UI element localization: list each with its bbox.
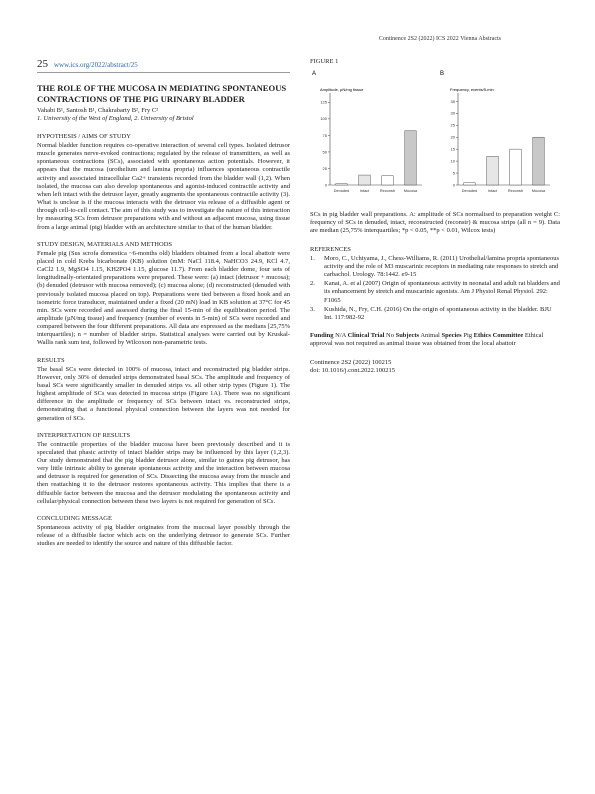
panel-a-bar-intact bbox=[359, 175, 371, 185]
panel-a-y-tick-label: 50 bbox=[322, 149, 327, 155]
panel-a-x-tick-label: Mucosa bbox=[403, 189, 418, 193]
species-label: Species bbox=[441, 332, 462, 340]
panel-b-label: B bbox=[440, 71, 445, 77]
panel-b-x-tick-label: Mucosa bbox=[531, 189, 546, 193]
section-heading: INTERPRETATION OF RESULTS bbox=[37, 431, 131, 439]
panel-b-x-tick-label: Denuded bbox=[461, 189, 478, 193]
section-text: The contractile properties of the bladder mucosa have been previously described and it is speculated that phasic activity of intact bladder strips may be influenced by this layer (1,2,3). Our study demonstrated that the pig bladder detrusor alone, similar to guinea pig detrusor, has very little intrinsic ability to generate spontaneous activity and the interaction between mucosa and detrusor is required for generation of SCs. Dissecting the mucosa away from the muscle and then reattaching it to the detrusor restores spontaneous activity. This implies that there is a diffusible factor between the mucosa and the detrusor modulating the spontaneous activity and cellular/physical connection between these two layers is not required for generation of SCs. bbox=[37, 440, 290, 505]
abstract-url-link[interactable]: www.ics.org/2022/abstract/25 bbox=[54, 61, 138, 69]
panel-b-ylabel: Frequency, events/5-min bbox=[450, 87, 494, 92]
section-text: The basal SCs were detected in 100% of mucosa, intact and reconstructed pig bladder strips. However, only 30% of denuded strips demonstrated basal SCs. The amplitude and frequency of basal SCs were significantly smaller in denuded strips vs. all other strip types (Figure 1). The highest amplitude of SCs was detected in mucosa strips (Figure 1A). There was no significant difference in the amplitude or frequency of SCs between intact vs. reconstructed strips, demonstrating that a functional physical connection between the layers was not needed for generation of SCs. bbox=[37, 365, 290, 422]
panel-b-bar-reconstr bbox=[510, 149, 522, 185]
panel-a-y-tick-label: 125 bbox=[320, 99, 327, 105]
panel-b-x-tick-label: Reconstr bbox=[507, 189, 524, 193]
panel-b-y-tick-label: 30 bbox=[450, 110, 455, 116]
reference-text: Kanai, A. et al (2007) Origin of spontaneous activity in neonatal and adult rat bladders and its enhancement by stretch and muscarinic agonists. Am J Physiol Renal Physiol. 292: F1065 bbox=[324, 280, 560, 304]
panel-a-x-tick-label: Reconstr bbox=[379, 189, 396, 193]
reference-item bbox=[310, 306, 560, 322]
section-heading: CONCLUDING MESSAGE bbox=[37, 514, 112, 522]
journal-header: Continence 2S2 (2022) ICS 2022 Vienna Abstracts bbox=[378, 36, 501, 42]
section-conclusion bbox=[37, 515, 290, 548]
subjects-value: Animal bbox=[420, 332, 440, 340]
funding-value: N/A bbox=[335, 332, 346, 340]
clinical-trial-value: No bbox=[386, 332, 394, 340]
subjects-label: Subjects bbox=[395, 332, 420, 340]
figure-caption: SCs in pig bladder wall preparations. A: amplitude of SCs normalised to preparation weight C: frequency of SCs in denuded, intact, reconstructed (reconstr) & mucosa strips (all n = 9). Data are median (25,75% interquartiles; *p < 0.05, **p < 0.01, Wilcox tests) bbox=[310, 211, 560, 235]
panel-b-y-tick-label: 35 bbox=[450, 98, 455, 104]
reference-list bbox=[310, 255, 560, 323]
figure-label: FIGURE 1 bbox=[310, 58, 339, 65]
section-methods bbox=[37, 241, 290, 348]
section-heading: RESULTS bbox=[37, 356, 65, 364]
panel-b-y-tick-label: 10 bbox=[450, 158, 455, 164]
section-results bbox=[37, 357, 290, 423]
citation-line: Continence 2S2 (2022) 100215 bbox=[310, 358, 392, 366]
reference-number: 3. bbox=[310, 305, 315, 313]
reference-text: Kushida, N., Fry, C.H. (2016) On the origin of spontaneous activity in the bladder. BJU Int. 117:982-92 bbox=[324, 305, 552, 322]
panel-b-x-tick-label: Intact bbox=[487, 189, 498, 193]
abstract-number: 25 bbox=[37, 58, 48, 70]
affiliations: 1. University of the West of England, 2. University of Bristol bbox=[37, 115, 194, 122]
section-heading: STUDY DESIGN, MATERIALS AND METHODS bbox=[37, 240, 172, 248]
panel-b-bar-mucosa bbox=[533, 137, 545, 185]
abstract-header bbox=[37, 58, 290, 73]
panel-a bbox=[312, 71, 422, 193]
abstract-title: THE ROLE OF THE MUCOSA IN MEDIATING SPONTANEOUS CONTRACTIONS OF THE PIG URINARY BLADDER bbox=[37, 83, 287, 104]
section-text: Female pig (Sus scrofa domestica ~6-months old) bladders obtained from a local abattoir were placed in cold Krebs bicarbonate (KB) solution (mM: NaCl 118.4, NaHCO3 24.9, KCl 4.7, CaCl2 1.9, MgSO4 1.15, KH2PO4 1.15, glucose 11.7). From each bladder dome, four sets of longitudinally-orientated preparations were prepared. These were: (a) intact (detrusor + mucosa); (b) denuded (detrusor with mucosa removed); (c) mucosa alone; (d) reconstructed (denuded with previously isolated mucosa placed on top). Preparations were tied between a fixed hook and an isometric force transducer, maintained under a fixed (20 mN) load in KB solution at 37°C for 45 min. SCs were recorded and assessed during the final 15-min of the equilibration period. The amplitude (µN/mg tissue) and frequency (number of events in 5-min) of SCs were recorded and compared between the four different preparations. All data are expressed as the medians [25,75% interquartiles); n = number of bladder strips. Statistical analyses were carried out by Kruskal-Wallis rank sum test, followed by Wilcoxon non-parametric tests. bbox=[37, 249, 290, 347]
reference-number: 2. bbox=[310, 280, 315, 288]
figure-1-charts bbox=[310, 67, 560, 207]
left-column bbox=[37, 58, 290, 557]
panel-a-x-tick-label: Denuded bbox=[333, 189, 350, 193]
panel-a-bar-reconstr bbox=[382, 176, 394, 185]
funding-label: Funding bbox=[310, 332, 334, 340]
panel-b-bar-intact bbox=[487, 156, 499, 185]
clinical-trial-label: Clinical Trial bbox=[347, 332, 385, 340]
ethics-value: Ethical approval was not required as animal tissue was obtained from the local abattoir bbox=[310, 332, 544, 348]
funding-block bbox=[310, 332, 560, 348]
ethics-label: Ethics Committee bbox=[473, 332, 524, 340]
section-text: Normal bladder function requires co-operative interaction of several cell types. Isolated detrusor muscle generates nerve-evoked contractions; regulated by the release of transmitters, as well as spontaneous contractions (SCs), associated with spontaneous action potentials. However, it appears that the mucosa (urothelium and lamina propria) influences spontaneous contractile activity and associated intracellular Ca2+ transients recorded from the bladder wall (1,2). When isolated, the mucosa can also develop spontaneous and agonist-induced contractile activity and when left intact with the detrusor layer, greatly augments the spontaneous contractile activity (3). What is unclear is if the mucosa interacts with the detrusor via release of a diffusible agent or through cell-to-cell contact. The aim of this study was to investigate the nature of this interaction by measuring SCs from detrusor preparations with and without an adjacent mucosa, using tissue from a large animal (pig) bladder with an architecture similar to that of the human bladder. bbox=[37, 142, 290, 231]
panel-a-ylabel: Amplitude, µN/mg tissue bbox=[320, 87, 364, 92]
panel-a-y-tick-label: 75 bbox=[322, 132, 327, 138]
panel-b-y-tick-label: 15 bbox=[450, 146, 455, 152]
section-hypothesis bbox=[37, 133, 290, 232]
citation bbox=[310, 359, 560, 375]
panel-b-y-tick-label: 5 bbox=[452, 170, 455, 176]
reference-item bbox=[310, 255, 560, 280]
panel-a-bar-denuded bbox=[336, 184, 348, 185]
section-heading: HYPOTHESIS / AIMS OF STUDY bbox=[37, 133, 131, 140]
species-value: Pig bbox=[463, 332, 472, 340]
reference-item bbox=[310, 280, 560, 305]
author-list: Vahabi B¹, Santosh B¹, Chakrabarty B², Fry C² bbox=[37, 107, 159, 114]
references-heading: REFERENCES bbox=[310, 245, 351, 253]
panel-a-label: A bbox=[312, 71, 317, 77]
doi-line: doi: 10.1016/j.cont.2022.100215 bbox=[310, 366, 396, 374]
panel-b-bar-denuded bbox=[464, 183, 476, 185]
figure-1 bbox=[310, 67, 560, 207]
panel-b-y-tick-label: 0 bbox=[452, 182, 455, 188]
section-text: Spontaneous activity of pig bladder originates from the mucosal layer possibly through the release of a diffusible factor which acts on the underlying detrusor to generate SCs. Further studies are needed to identify the source and nature of this diffusible factor. bbox=[37, 523, 290, 548]
reference-text: Moro, C., Uchiyama, J., Chess-Williams, R. (2011) Urothelial/lamina propria spontaneous activity and the role of M3 muscarinic receptors in mediating rate responses to stretch and carbachol. Urology. 78:1442. e9-15 bbox=[324, 254, 560, 279]
panel-a-y-tick-label: 25 bbox=[322, 165, 327, 171]
panel-b bbox=[440, 71, 550, 193]
panel-a-x-tick-label: Intact bbox=[359, 189, 370, 193]
panel-b-y-tick-label: 20 bbox=[450, 134, 455, 140]
panel-b-y-tick-label: 25 bbox=[450, 122, 455, 128]
reference-number: 1. bbox=[310, 254, 315, 262]
panel-a-y-tick-label: 100 bbox=[320, 116, 327, 122]
panel-a-y-tick-label: 0 bbox=[324, 182, 327, 188]
panel-a-bar-mucosa bbox=[405, 131, 417, 185]
right-column bbox=[310, 58, 560, 375]
section-interpretation bbox=[37, 432, 290, 506]
